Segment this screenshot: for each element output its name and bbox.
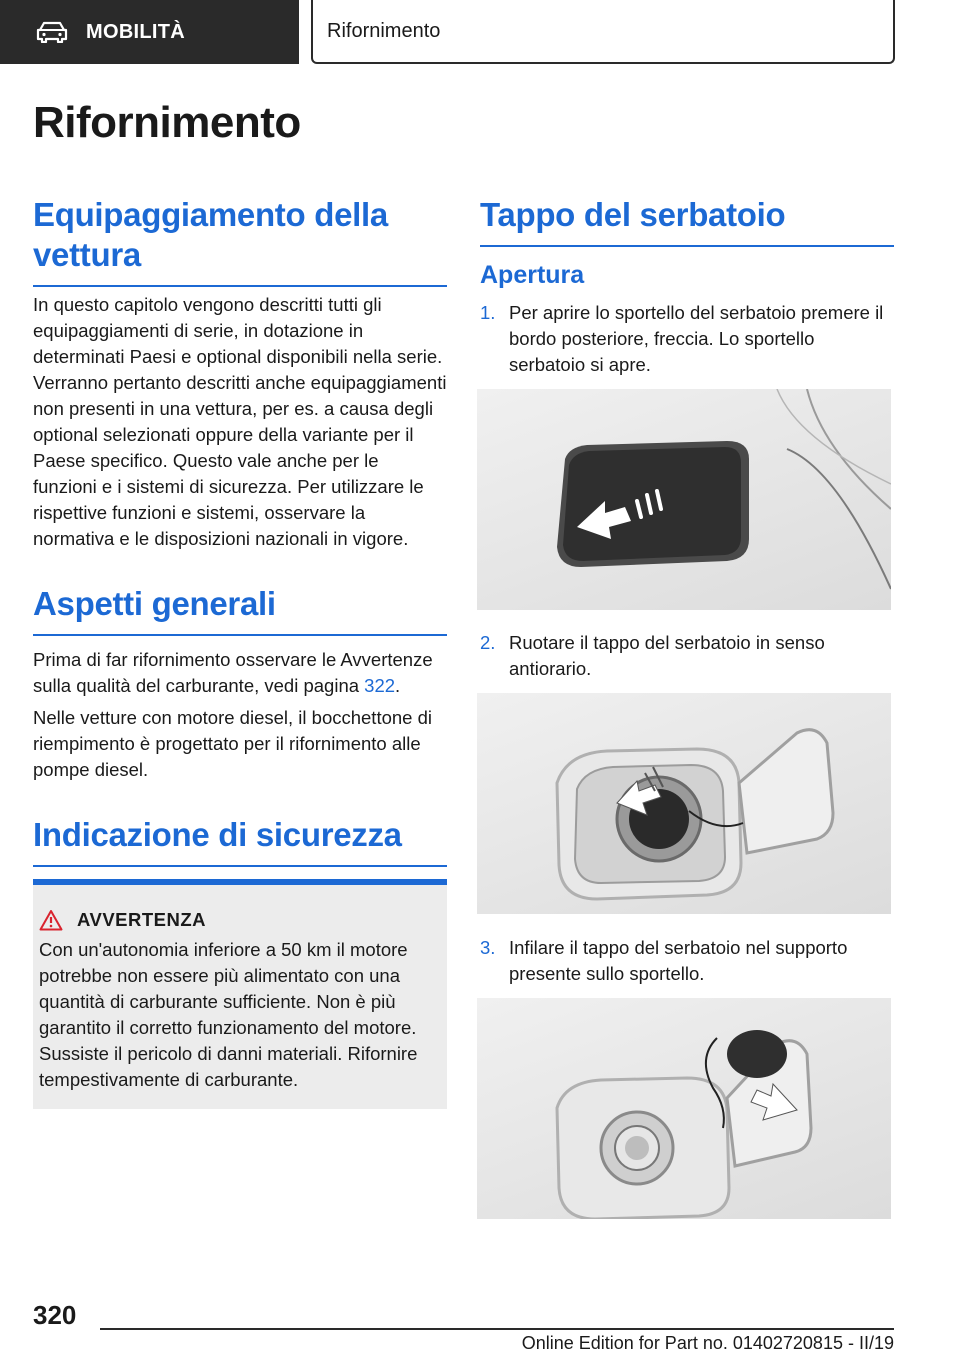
warning-box — [33, 879, 447, 1109]
heading-rule — [480, 245, 894, 247]
warning-title: AVVERTENZA — [77, 909, 207, 930]
step-number: 2. — [480, 632, 496, 653]
step-3 — [480, 935, 894, 987]
heading-rule — [33, 285, 447, 287]
heading-rule — [33, 634, 447, 636]
edition-footer: Online Edition for Part no. 01402720815 - II/19 — [521, 1333, 894, 1353]
fuel-cap-heading: Tappo del serbatoio — [480, 196, 786, 233]
section-tab[interactable] — [0, 0, 299, 64]
section-label: MOBILITÀ — [86, 20, 186, 43]
general-p1-text: Prima di far rifornimento osservare le Avvertenze sulla qualità del carburante, vedi pagina — [33, 649, 433, 696]
fuel-cap-section — [480, 195, 894, 247]
opening-subheading: Apertura — [480, 261, 585, 289]
step-text: Per aprire lo sportello del serbatoio premere il bordo posteriore, freccia. Lo sportello serbatoio si apre. — [509, 302, 884, 375]
fuel-cap-stow-image — [477, 998, 891, 1219]
car-icon — [36, 21, 68, 43]
footer-rule — [100, 1328, 894, 1330]
general-heading: Aspetti generali — [33, 585, 276, 622]
fuel-cap-rotate-image — [477, 693, 891, 914]
equip-section — [33, 195, 447, 287]
step-number: 1. — [480, 302, 496, 323]
equip-heading: Equipaggiamento della vettura — [33, 196, 388, 273]
safety-section — [33, 815, 447, 867]
breadcrumb[interactable]: Rifornimento — [311, 0, 895, 64]
general-paragraph-2: Nelle vetture con motore diesel, il bocchettone di riempimento è progettato per il rifornimento alle pompe diesel. — [33, 707, 432, 780]
step-text: Infilare il tappo del serbatoio nel supporto presente sullo sportello. — [509, 937, 848, 984]
fuel-flap-image — [477, 389, 891, 610]
page-number: 320 — [33, 1300, 77, 1330]
step-text: Ruotare il tappo del serbatoio in senso antiorario. — [509, 632, 825, 679]
safety-heading: Indicazione di sicurezza — [33, 816, 402, 853]
warning-triangle-icon — [39, 909, 63, 931]
heading-rule — [33, 865, 447, 867]
page-ref-link[interactable]: 322 — [364, 675, 396, 696]
general-paragraph-1 — [33, 647, 447, 699]
step-2 — [480, 630, 894, 682]
page-title: Rifornimento — [33, 98, 301, 147]
general-p1-end: . — [395, 675, 401, 696]
step-number: 3. — [480, 937, 496, 958]
warning-header — [39, 909, 437, 931]
step-1 — [480, 300, 894, 378]
equip-body: In questo capitolo vengono descritti tutti gli equipaggiamenti di serie, in dotazione in determinati Paesi e optional disponibili nella serie. Verranno pertanto descritti anche equipaggiamenti non presenti in una vettura, per es. a causa degli optional selezionati oppure della variante per il Paese specifico. Questo vale anche per le funzioni e i sistemi di sicurezza. Per utilizzare le rispettive funzioni e sistemi, osservare la normativa e le disposizioni nazionali in vigore. — [33, 294, 447, 549]
general-section — [33, 584, 447, 636]
warning-text: Con un'autonomia inferiore a 50 km il motore potrebbe non essere più alimentato con una quantità di carburante sufficiente. Non è più garantito il corretto funzionamento del motore. Sussiste il pericolo di danni materiali. Rifornire tempestivamente di carburante. — [39, 939, 418, 1090]
